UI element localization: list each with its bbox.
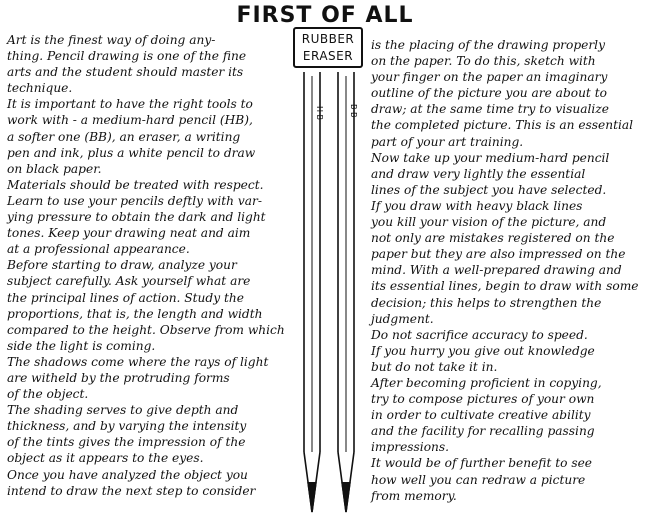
pencil-hb-label: H B	[315, 106, 324, 121]
text-line: not only are mistakes registered on the	[371, 231, 615, 246]
text-line: subject carefully. Ask yourself what are	[7, 274, 251, 289]
text-line: paper but they are also impressed on the	[371, 247, 626, 262]
text-line: intend to draw the next step to consider	[7, 483, 256, 498]
text-line: If you hurry you give out knowledge	[371, 343, 595, 358]
pencil-bb-icon	[338, 72, 358, 512]
text-line: decision; this helps to strengthen the	[371, 295, 602, 310]
text-line: It would be of further benefit to see	[371, 456, 592, 471]
text-line: are witheld by the protruding forms	[7, 370, 230, 385]
pencil-hb-icon	[304, 72, 324, 512]
text-line: Do not sacrifice accuracy to speed.	[371, 327, 588, 342]
text-line: After becoming proficient in copying,	[371, 375, 602, 390]
left-column-text	[7, 32, 297, 499]
text-line: on black paper.	[7, 161, 102, 176]
text-line: on the paper. To do this, sketch with	[371, 54, 596, 69]
rubber-eraser-illustration	[293, 27, 363, 68]
text-line: how well you can redraw a picture	[371, 472, 586, 487]
pencil-bb-label: B B	[349, 104, 358, 118]
text-line: It is important to have the right tools to	[7, 97, 253, 112]
right-column-text	[371, 37, 647, 504]
text-line: The shadows come where the rays of light	[7, 354, 269, 369]
page-title: FIRST OF ALL	[236, 3, 414, 28]
text-line: object as it appears to the eyes.	[7, 451, 204, 466]
text-line: but do not take it in.	[371, 359, 498, 374]
text-line: at a professional appearance.	[7, 242, 190, 257]
text-line: Materials should be treated with respect.	[7, 177, 264, 192]
text-line: you kill your vision of the picture, and	[371, 215, 607, 230]
text-line: in order to cultivate creative ability	[371, 408, 591, 423]
text-line: Learn to use your pencils deftly with var-	[7, 193, 262, 208]
text-line: thing. Pencil drawing is one of the fine	[7, 49, 247, 64]
text-line: is the placing of the drawing properly	[371, 38, 605, 52]
text-line: Now take up your medium-hard pencil	[371, 150, 610, 165]
text-line: impressions.	[371, 440, 450, 455]
text-line: draw; at the same time try to visualize	[371, 102, 609, 117]
text-line: proportions, that is, the length and width	[7, 306, 263, 321]
text-line: part of your art training.	[371, 134, 524, 149]
text-line: ying pressure to obtain the dark and light	[7, 210, 266, 225]
text-line: thickness, and by varying the intensity	[7, 419, 247, 434]
text-line: try to compose pictures of your own	[371, 392, 595, 407]
text-line: your finger on the paper an imaginary	[371, 70, 608, 85]
text-line: The shading serves to give depth and	[7, 403, 239, 418]
text-line: a softer one (BB), an eraser, a writing	[7, 129, 241, 144]
text-line: mind. With a well-prepared drawing and	[371, 263, 622, 278]
text-line: work with - a medium-hard pencil (HB),	[7, 113, 253, 128]
text-line: and the facility for recalling passing	[371, 424, 595, 439]
text-line: compared to the height. Observe from which	[7, 322, 285, 337]
text-line: arts and the student should master its	[7, 65, 244, 80]
eraser-label-line2: ERASER	[302, 49, 354, 63]
text-line: side the light is coming.	[7, 338, 156, 353]
text-line: If you draw with heavy black lines	[371, 198, 583, 213]
text-line: Art is the finest way of doing any-	[7, 33, 216, 47]
text-line: the principal lines of action. Study the	[7, 290, 244, 305]
text-line: from memory.	[371, 488, 457, 503]
text-line: technique.	[7, 81, 73, 96]
text-line: Before starting to draw, analyze your	[7, 258, 237, 273]
text-line: of the object.	[7, 387, 89, 402]
text-line: pen and ink, plus a white pencil to draw	[7, 145, 256, 160]
text-line: lines of the subject you have selected.	[371, 182, 607, 197]
pencils-illustration	[290, 72, 370, 519]
text-line: tones. Keep your drawing neat and aim	[7, 226, 251, 241]
text-line: its essential lines, begin to draw with some	[371, 279, 639, 294]
text-line: and draw very lightly the essential	[371, 166, 586, 181]
text-line: Once you have analyzed the object you	[7, 467, 248, 482]
text-line: judgment.	[371, 311, 434, 326]
eraser-label-line1: RUBBER	[301, 32, 355, 46]
text-line: the completed picture. This is an essential	[371, 118, 634, 133]
text-line: of the tints gives the impression of the	[7, 435, 246, 450]
text-line: outline of the picture you are about to	[371, 86, 607, 101]
